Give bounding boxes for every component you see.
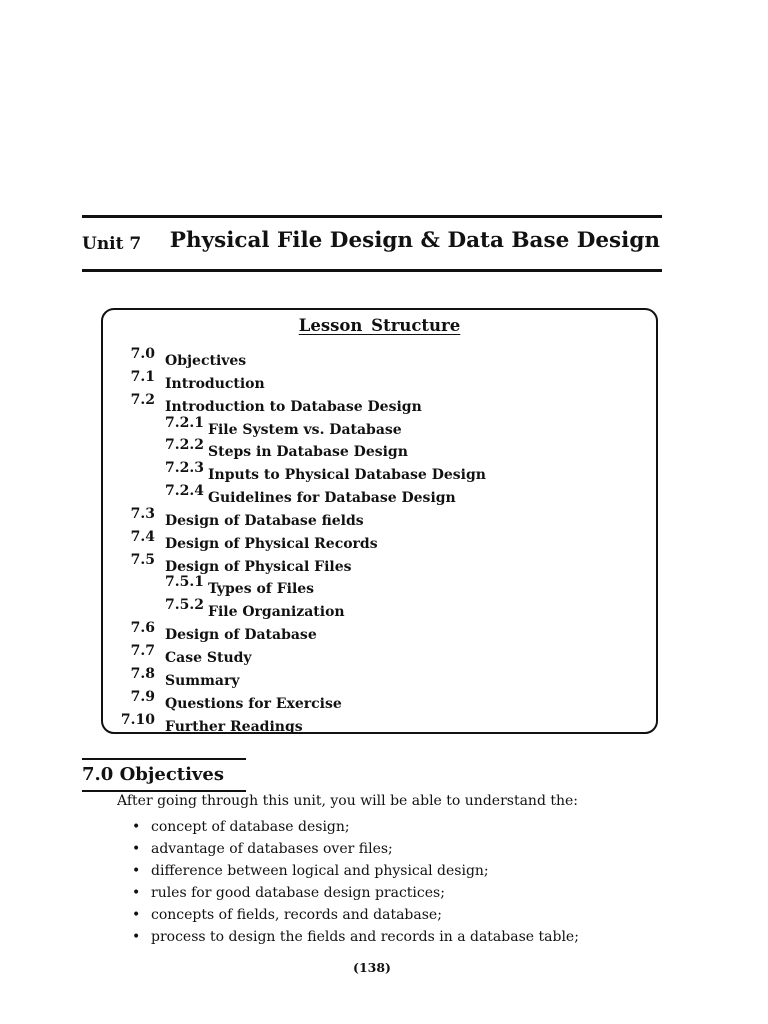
lesson-item-text: Summary (165, 672, 240, 689)
lesson-item-text: Types of Files (208, 581, 315, 598)
unit-title: Physical File Design & Data Base Design (169, 228, 660, 253)
objective-text: difference between logical and physical design; (151, 863, 489, 879)
bullet-icon: • (132, 863, 141, 879)
lesson-structure-item (103, 709, 486, 735)
lesson-item-text: Introduction to Database Design (165, 398, 422, 415)
lesson-item-text: Design of Physical Records (165, 535, 378, 552)
lesson-item-text: Design of Database (165, 627, 317, 644)
lesson-item-number: 7.1 (130, 368, 155, 385)
lesson-item-text: Case Study (165, 649, 252, 666)
unit-header (82, 226, 662, 264)
lesson-structure-item (103, 640, 486, 666)
lesson-item-number: 7.5.2 (165, 597, 204, 614)
lesson-item-number: 7.3 (130, 505, 155, 522)
lesson-structure-item (103, 434, 486, 461)
lesson-structure-item (103, 663, 486, 689)
lesson-structure-item (103, 412, 486, 438)
lesson-item-text: File System vs. Database (208, 421, 402, 438)
bullet-icon: • (132, 907, 141, 923)
lesson-structure-item (103, 480, 486, 507)
lesson-item-number: 7.0 (130, 346, 155, 362)
lesson-item-number: 7.2.4 (165, 483, 204, 500)
objective-text: concept of database design; (151, 819, 350, 835)
lesson-item-text: Inputs to Physical Database Design (208, 467, 486, 484)
lesson-item-number: 7.7 (130, 642, 155, 659)
lesson-item-number: 7.6 (130, 620, 155, 637)
lesson-structure-item (103, 526, 486, 552)
lesson-item-text: Further Readings (165, 718, 303, 735)
lesson-item-text: Guidelines for Database Design (208, 490, 456, 507)
lesson-item-number: 7.9 (130, 688, 155, 705)
lesson-structure-item (103, 457, 486, 484)
objective-item (132, 860, 579, 882)
lesson-structure-item (103, 686, 486, 712)
lesson-item-number: 7.2 (130, 391, 155, 408)
lesson-item-text: Steps in Database Design (208, 444, 408, 461)
objective-text: advantage of databases over files; (151, 841, 393, 857)
lesson-item-text: Objectives (165, 353, 247, 369)
lesson-item-text: File Organization (208, 604, 345, 621)
unit-label: Unit 7 (82, 234, 142, 254)
lesson-item-text: Introduction (165, 375, 265, 392)
objective-item (132, 838, 579, 860)
objective-item (132, 926, 579, 948)
objectives-intro: After going through this unit, you will be able to understand the: (117, 793, 578, 809)
lesson-structure-item (103, 571, 486, 598)
objective-text: concepts of fields, records and database; (151, 907, 442, 923)
bullet-icon: • (132, 841, 141, 857)
objective-text: process to design the fields and records in a database table; (151, 929, 579, 945)
page-number: (138) (353, 960, 391, 975)
bullet-icon: • (132, 885, 141, 901)
objective-item (132, 904, 579, 926)
lesson-structure-item (103, 343, 486, 369)
lesson-structure-item (103, 503, 486, 529)
lesson-item-number: 7.5 (130, 551, 155, 568)
lesson-structure-box (101, 308, 658, 734)
lesson-item-number: 7.2.2 (165, 437, 204, 454)
lesson-item-text: Design of Physical Files (165, 558, 352, 575)
objective-item (132, 816, 579, 838)
lesson-structure-title: Lesson Structure (298, 316, 461, 335)
lesson-structure-item (103, 389, 486, 415)
objective-text: rules for good database design practices; (151, 885, 445, 901)
lesson-item-number: 7.5.1 (165, 574, 204, 591)
lesson-item-number: 7.10 (120, 711, 155, 728)
lesson-structure-item (103, 594, 486, 621)
lesson-structure-item (103, 617, 486, 644)
bullet-icon: • (132, 929, 141, 945)
bullet-icon: • (132, 819, 141, 835)
objectives-heading-block (82, 758, 246, 792)
lesson-structure-item (103, 549, 486, 575)
lesson-item-number: 7.8 (130, 665, 155, 682)
lesson-item-number: 7.4 (130, 528, 155, 545)
lesson-item-text: Questions for Exercise (165, 695, 342, 712)
lesson-item-number: 7.2.1 (165, 414, 204, 431)
header-top-rule (82, 215, 662, 218)
lesson-item-text: Design of Database fields (165, 512, 364, 529)
lesson-item-number: 7.2.3 (165, 460, 204, 477)
lesson-structure-item (103, 366, 486, 392)
objectives-heading: 7.0 Objectives (82, 764, 224, 785)
header-bottom-rule (82, 269, 662, 272)
objectives-list (132, 816, 579, 948)
objective-item (132, 882, 579, 904)
lesson-structure-list (103, 343, 486, 735)
